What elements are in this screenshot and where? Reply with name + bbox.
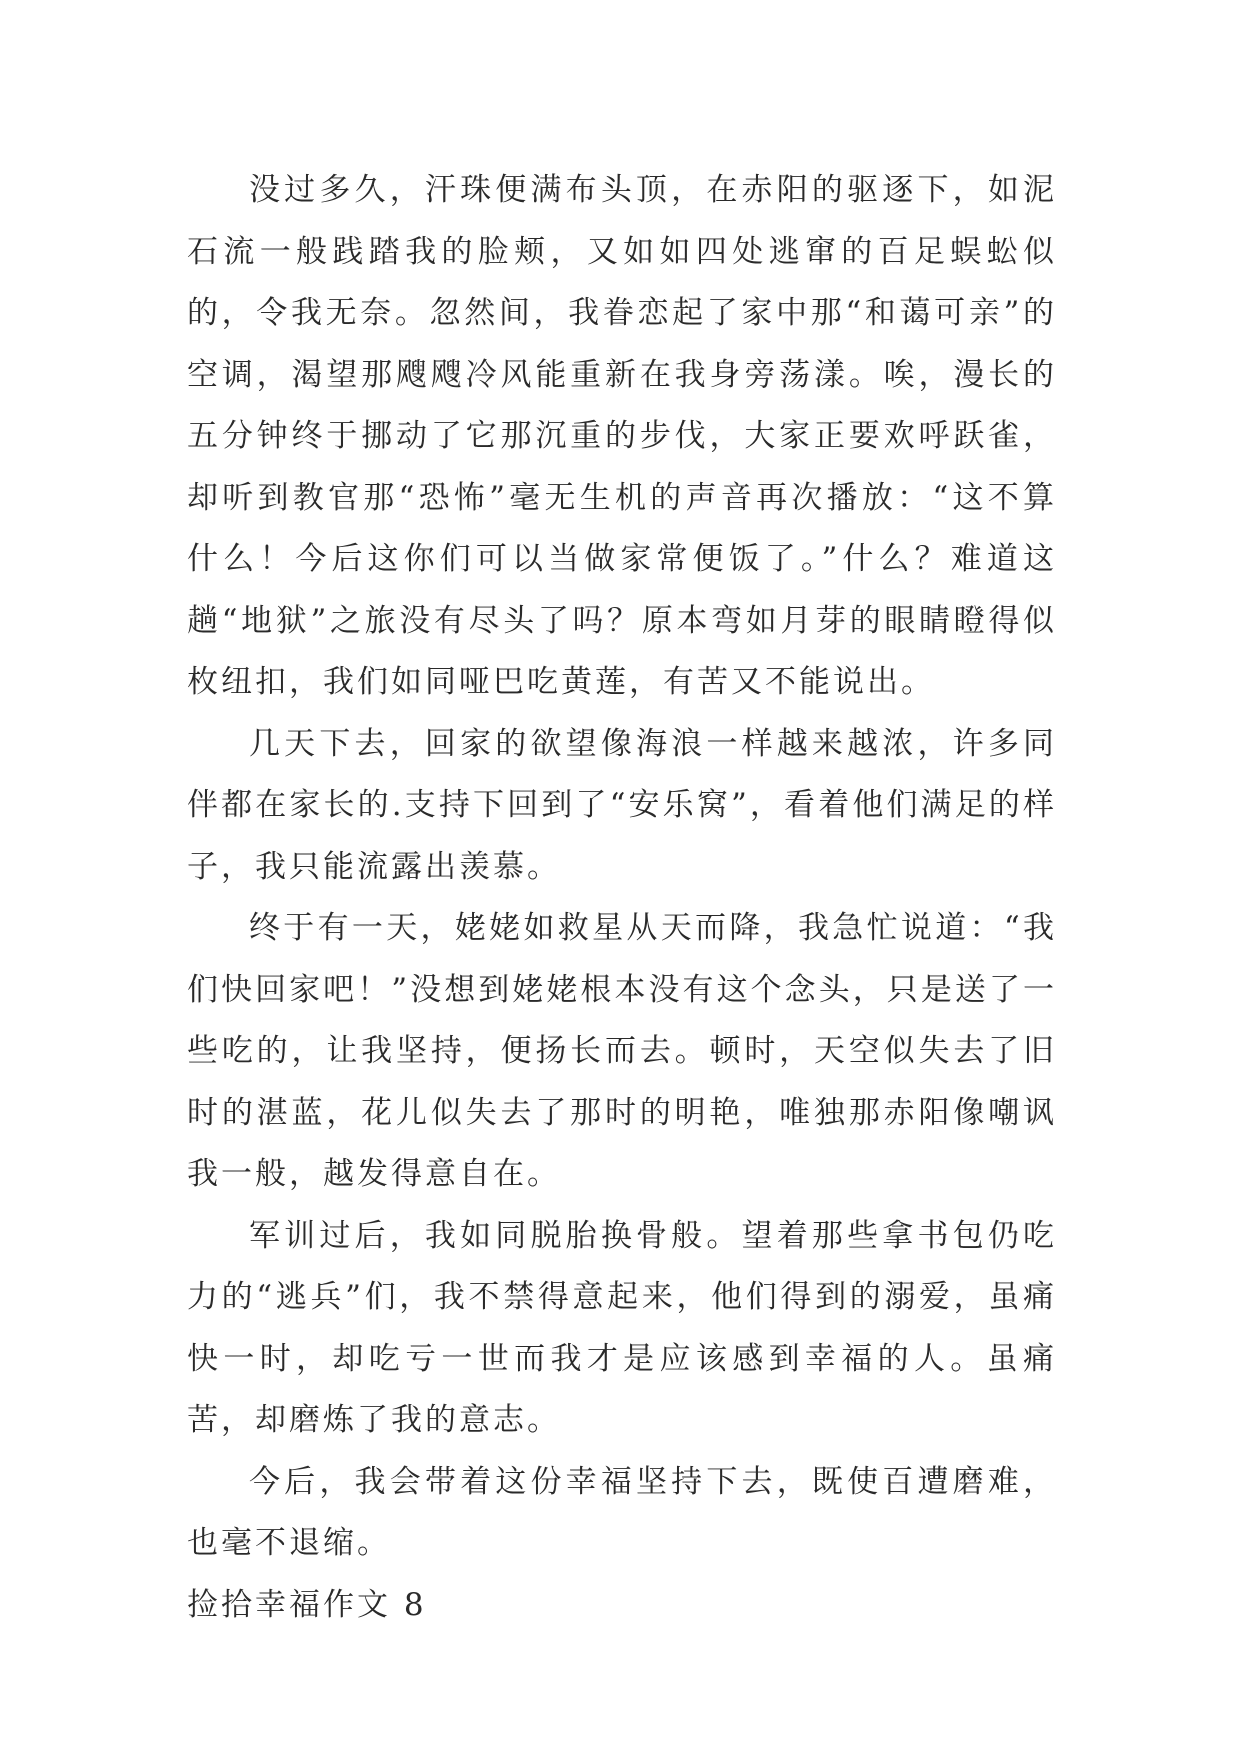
paragraph-5: 今后，我会带着这份幸福坚持下去，既使百遭磨难，也毫不退缩。 [187, 1463, 1057, 1561]
next-essay-title: 捡拾幸福作文 8 [187, 1586, 427, 1623]
paragraph-3: 终于有一天，姥姥如救星从天而降，我急忙说道：“我们快回家吧！”没想到姥姥根本没有这个念头，只是送了一些吃的，让我坚持，便扬长而去。顿时，天空似失去了旧时的湛蓝，花儿似失去了那时的明艳，唯独那赤阳像嘲讽我一般，越发得意自在。 [187, 910, 1057, 1192]
paragraph-2: 几天下去，回家的欲望像海浪一样越来越浓，许多同伴都在家长的.支持下回到了“安乐窝”，看着他们满足的样子，我只能流露出羡慕。 [187, 725, 1057, 885]
paragraph-1: 没过多久，汗珠便满布头顶，在赤阳的驱逐下，如泥石流一般践踏我的脸颊，又如如四处逃窜的百足蜈蚣似的，令我无奈。忽然间，我眷恋起了家中那“和蔼可亲”的空调，渴望那飕飕冷风能重新在我身旁荡漾。唉，漫长的五分钟终于挪动了它那沉重的步伐，大家正要欢呼跃雀，却听到教官那“恐怖”毫无生机的声音再次播放：“这不算什么！今后这你们可以当做家常便饭了。”什么？难道这趟“地狱”之旅没有尽头了吗？原本弯如月芽的眼睛瞪得似枚纽扣，我们如同哑巴吃黄莲，有苦又不能说出。 [187, 172, 1057, 700]
document-body [187, 160, 1057, 1636]
paragraph-4: 军训过后，我如同脱胎换骨般。望着那些拿书包仍吃力的“逃兵”们，我不禁得意起来，他们得到的溺爱，虽痛快一时，却吃亏一世而我才是应该感到幸福的人。虽痛苦，却磨炼了我的意志。 [187, 1217, 1057, 1438]
